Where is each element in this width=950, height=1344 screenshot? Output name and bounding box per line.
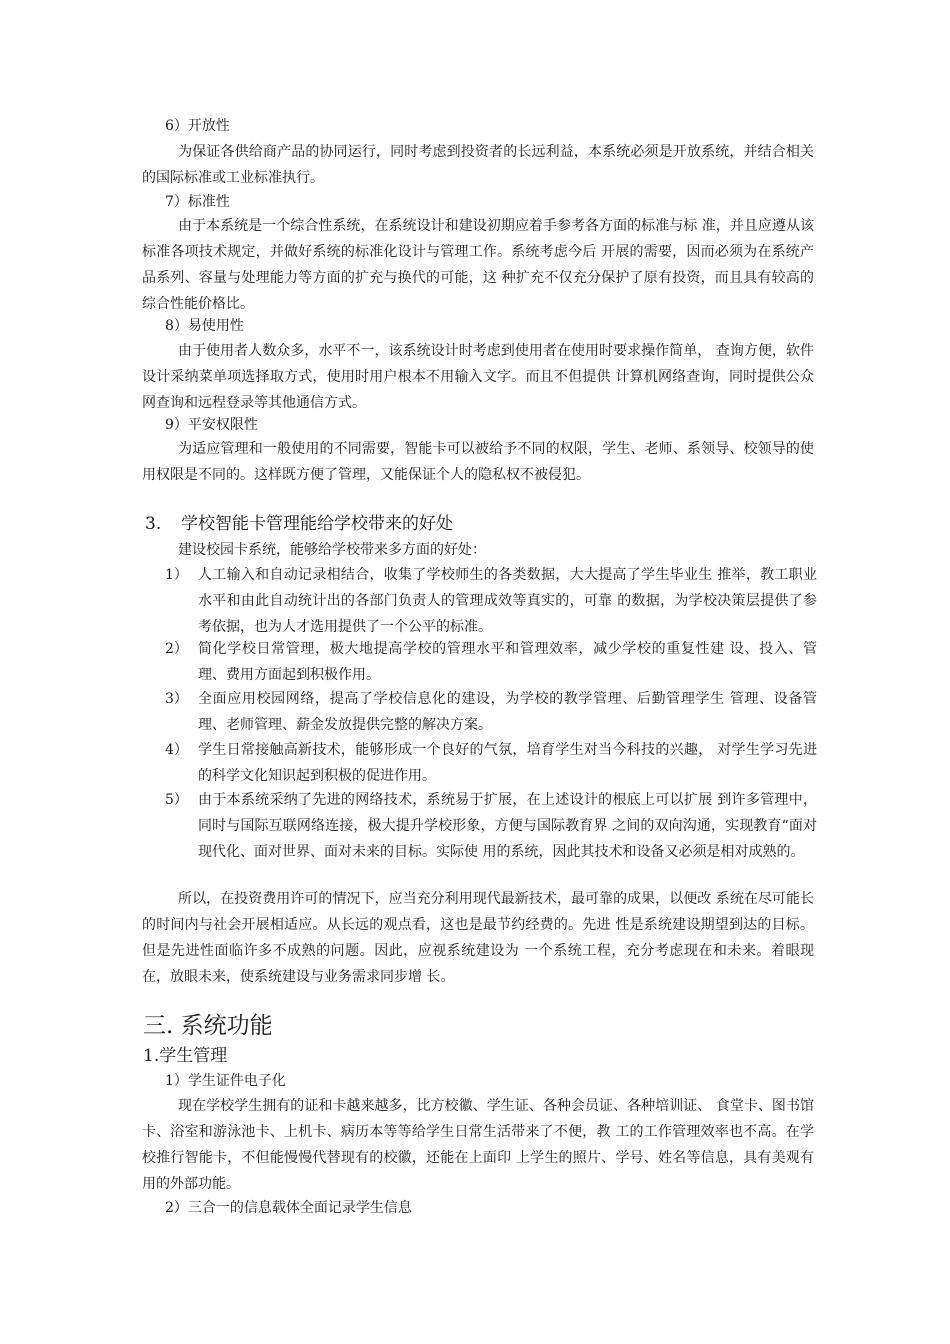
heading-standards: 7）标准性: [165, 194, 230, 210]
list-item: 3） 全面应用校园网络，提高了学校信息化的建设，为学校的教学管理、后勤管理学生 管理、设备管理、老师管理、薪金发放提供完整的解决方案。: [165, 691, 817, 733]
section-3-number: 3.: [145, 514, 162, 534]
list-item: 2） 简化学校日常管理，极大地提高学校的管理水平和管理效率，减少学校的重复性建 设、投入、管理、费用方面起到积极作用。: [165, 641, 817, 683]
heading-security: 9）平安权限性: [165, 417, 258, 433]
section-3-heading: [145, 510, 453, 538]
list-item: 5） 由于本系统采纳了先进的网络技术，系统易于扩展，在上述设计的根底上可以扩展 到许多管理中，同时与国际互联网络连接，极大提升学校形象，方便与国际教育界 之间的双向沟通，实现教育“面对现代化、面对世界、面对未来的目标。实际使 用的系统，因此其技术和设备又必须是相对成熟的。: [165, 792, 817, 860]
paragraph-student-id-digital: 现在学校学生拥有的证和卡越来越多，比方校徽、学生证、各种会员证、各种培训证、 食堂卡、图书馆卡、浴室和游泳池卡、上机卡、病历本等等给学生日常生活带来了不便，教 工的工作管理效率也不高。在学校推行智能卡，不但能慢慢代替现有的校徽，还能在上面印 上学生的照片、学号、姓名等信息，具有美观有用的外部功能。: [142, 1098, 814, 1192]
paragraph-usability: 由于使用者人数众多，水平不一，该系统设计时考虑到使用者在使用时要求操作简单， 查询方便，软件设计采纳菜单项选择取方式，使用时用户根本不用输入文字。而且不但提供 计算机网络查询，同时提供公众 网查询和远程登录等其他通信方式。: [142, 343, 814, 411]
paragraph-standards: 由于本系统是一个综合性系统，在系统设计和建设初期应着手参考各方面的标准与标 准，并且应遵从该标准各项技术规定，并做好系统的标准化设计与管理工作。系统考虑今后 开展的需要，因而必须为在系统产品系列、容量与处理能力等方面的扩充与换代的可能，这 种扩充不仅充分保护了原有投资，而且具有较高的综合性能价格比。: [142, 218, 814, 312]
section-functions-heading: 三. 系统功能: [143, 1013, 273, 1039]
heading-usability: 8）易使用性: [165, 318, 244, 334]
section-3-intro: 建设校园卡系统，能够给学校带来多方面的好处：: [178, 542, 486, 558]
section-3-conclusion: 所以，在投资费用许可的情况下，应当充分利用现代最新技术，最可靠的成果，以便改 系统在尽可能长的时间内与社会开展相适应。从长远的观点看，这也是最节约经费的。先进 性是系统建设期望到达的目标。但是先进性面临许多不成熟的问题。因此，应视系统建设为 一个系统工程，充分考虑现在和未来。着眼现在，放眼未来，使系统建设与业务需求同步增 长。: [142, 891, 814, 985]
subsection-student-management: 1.学生管理: [143, 1046, 228, 1066]
section-3-title: 学校智能卡管理能给学校带来的好处: [181, 514, 453, 534]
heading-three-in-one: 2）三合一的信息载体全面记录学生信息: [165, 1200, 412, 1216]
heading-student-id-digital: 1）学生证件电子化: [165, 1073, 286, 1089]
list-item: 1） 人工输入和自动记录相结合，收集了学校师生的各类数据，大大提高了学生毕业生 推举，教工职业水平和由此自动统计出的各部门负责人的管理成效等真实的，可靠 的数据，为学校决策层提供了参考依据，也为人才选用提供了一个公平的标准。: [165, 567, 817, 635]
paragraph-openness: 为保证各供给商产品的协同运行，同时考虑到投资者的长远利益，本系统必须是开放系统，并结合相关的国际标准或工业标准执行。: [142, 144, 814, 186]
heading-openness: 6）开放性: [165, 118, 230, 134]
list-item: 4） 学生日常接触高新技术，能够形成一个良好的气氛，培育学生对当今科技的兴趣， 对学生学习先进的科学文化知识起到积极的促进作用。: [165, 742, 817, 784]
paragraph-security: 为适应管理和一般使用的不同需要，智能卡可以被给予不同的权限，学生、老师、系领导、校领导的使用权限是不同的。这样既方便了管理，又能保证个人的隐私权不被侵犯。: [142, 441, 814, 483]
